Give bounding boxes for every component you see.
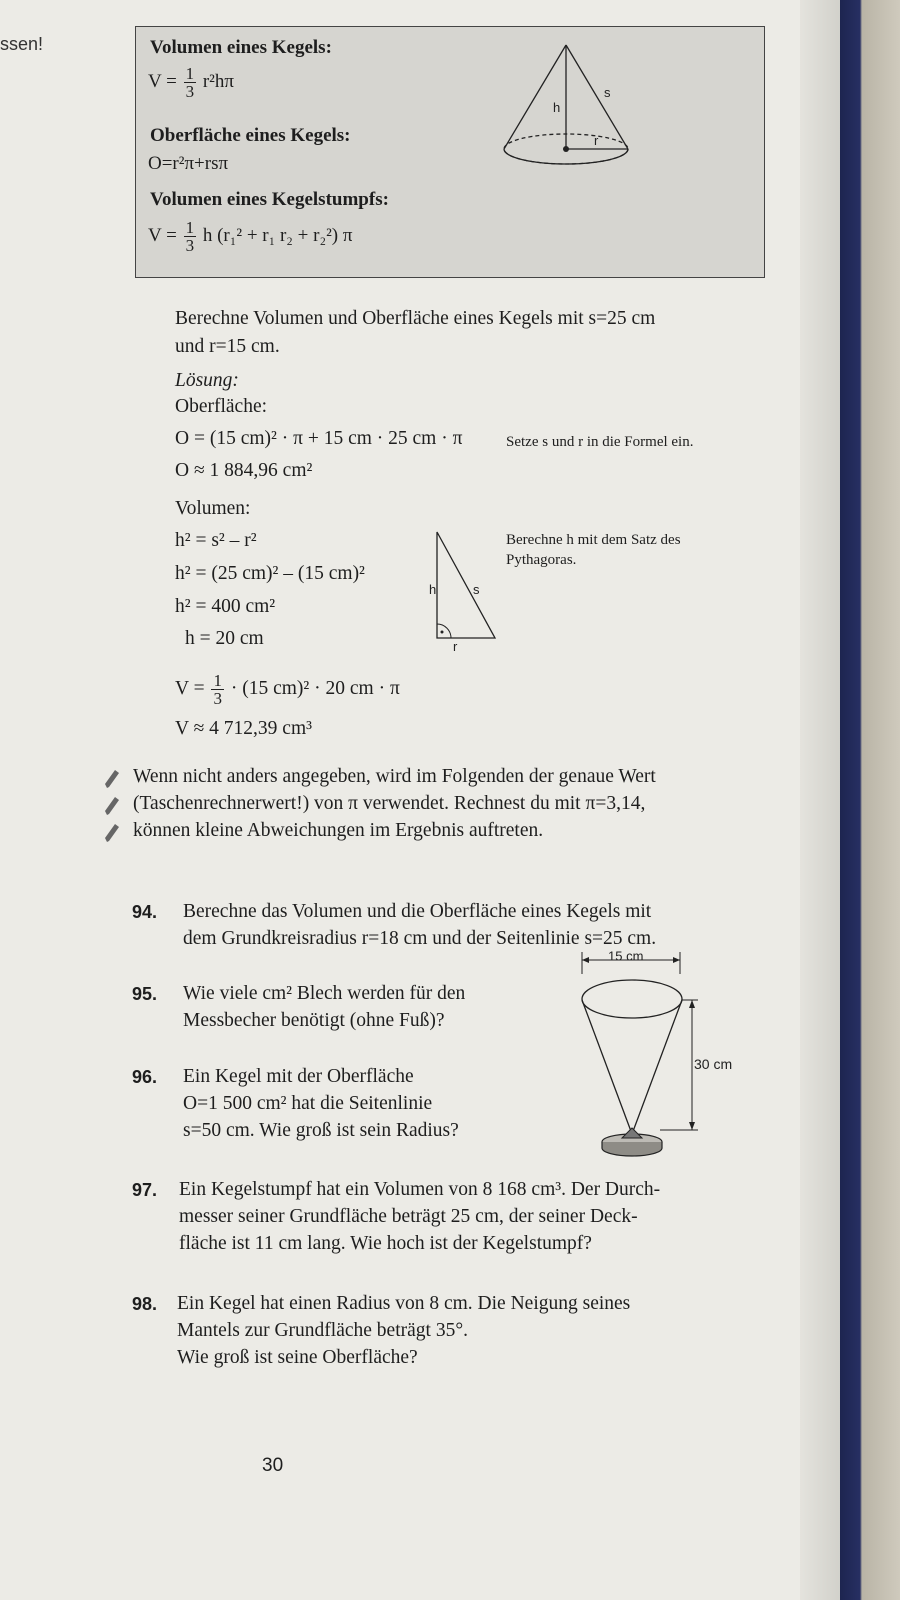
exercise-97-line3: fläche ist 11 cm lang. Wie hoch ist der Kegelstumpf? [179,1233,592,1254]
exercise-96-line3: s=50 cm. Wie groß ist sein Radius? [183,1120,459,1141]
pythagoras-hint-2: Pythagoras. [506,552,577,568]
notice-line2: (Taschenrechnerwert!) von π verwendet. Rechnest du mit π=3,14, [133,793,646,814]
volume-result: V ≈ 4 712,39 cm³ [175,718,312,739]
cone-side-left [504,45,566,149]
height-step-2: h² = (25 cm)² – (15 cm)² [175,563,365,584]
exercise-96-line2: O=1 500 cm² hat die Seitenlinie [183,1093,433,1114]
book-cover-edge [840,0,900,1600]
exercise-96-line1: Ein Kegel mit der Oberfläche [183,1066,414,1087]
page-number: 30 [262,1455,284,1476]
arrow-left [582,957,589,963]
right-triangle-diagram [425,528,505,653]
surface-calculation: O = (15 cm)² · π + 15 cm · 25 cm · π [175,428,463,449]
cup-diameter-label: 15 cm [608,950,644,964]
formula-box [135,26,765,278]
arrow-down [689,1122,695,1130]
cone-diagram [496,37,646,167]
cone-label-h: h [553,100,561,115]
surface-result: O ≈ 1 884,96 cm² [175,460,313,481]
fraction: $\frac{1}{3}$ [185,64,195,101]
page-edge [800,0,840,1600]
cone-surface-title: Oberfläche eines Kegels: [150,125,351,146]
cone-volume-title: Volumen eines Kegels: [150,37,332,58]
arrow-right [673,957,680,963]
volume-label: Volumen: [175,498,251,519]
cup-foot-side [602,1142,662,1156]
cone-center-dot [563,146,569,152]
pencil-icon [103,822,121,844]
previous-page-fragment: ssen! [0,34,44,54]
fraction: $\frac{1}{3}$ [185,218,195,255]
cup-tip [622,1128,642,1138]
exercise-97-line1: Ein Kegelstumpf hat ein Volumen von 8 168 cm³. Der Durch- [179,1179,661,1200]
surface-label: Oberfläche: [175,396,268,417]
triangle-label-r: r [453,639,458,653]
triangle-label-s: s [473,582,480,597]
cup-side-left [582,1000,632,1134]
exercise-95-line1: Wie viele cm² Blech werden für den [183,983,466,1004]
triangle-label-h: h [429,582,437,597]
exercise-94-line2: dem Grundkreisradius r=18 cm und der Seitenlinie s=25 cm. [183,928,657,949]
exercise-94-number: 94. [132,902,158,922]
exercise-98-number: 98. [132,1294,158,1314]
solution-label: Lösung: [175,370,239,391]
exercise-98-line3: Wie groß ist seine Oberfläche? [177,1347,418,1368]
surface-hint: Setze s und r in die Formel ein. [506,434,694,450]
pythagoras-hint-1: Berechne h mit dem Satz des [506,532,681,548]
exercise-95-number: 95. [132,984,158,1004]
measuring-cup-diagram [570,950,750,1165]
exercise-97-line2: messer seiner Grundfläche beträgt 25 cm, der seiner Deck- [179,1206,638,1227]
cone-label-s: s [604,85,611,100]
pencil-icon [103,768,121,790]
cone-label-r: r [594,133,599,148]
exercise-96-number: 96. [132,1067,158,1087]
cone-surface-formula: O=r²π+rsπ [148,153,229,174]
height-step-1: h² = s² – r² [175,530,257,551]
right-angle-mark [437,624,451,638]
arrow-up [689,1000,695,1008]
frustum-volume-formula: V = $\frac{1}{3}$ h (r₁² + r₁ r₂ + r₂²) π [148,218,353,255]
exercise-95-line2: Messbecher benötigt (ohne Fuß)? [183,1010,445,1031]
exercise-98-line1: Ein Kegel hat einen Radius von 8 cm. Die Neigung seines [177,1293,631,1314]
height-step-3: h² = 400 cm² [175,596,276,617]
cone-volume-formula: V = $\frac{1}{3}$ r²hπ [148,64,234,101]
pencil-icon [103,795,121,817]
exercise-94-line1: Berechne das Volumen und die Oberfläche eines Kegels mit [183,901,652,922]
example-task-line1: Berechne Volumen und Oberfläche eines Kegels mit s=25 cm [175,308,656,329]
frustum-volume-title: Volumen eines Kegelstumpfs: [150,189,389,210]
cup-height-label: 30 cm [694,1056,733,1072]
volume-calculation: V = $\frac{1}{3}$ · (15 cm)² · 20 cm · π [175,671,400,708]
notice-line1: Wenn nicht anders angegeben, wird im Folgenden der genaue Wert [133,766,656,787]
exercise-98-line2: Mantels zur Grundfläche beträgt 35°. [177,1320,468,1341]
fraction: $\frac{1}{3}$ [213,671,222,708]
right-angle-dot [441,631,444,634]
cup-side-right [632,1000,682,1134]
cup-rim [582,980,682,1018]
notice-line3: können kleine Abweichungen im Ergebnis auftreten. [133,820,544,841]
exercise-97-number: 97. [132,1180,158,1200]
triangle-shape [437,532,495,638]
height-step-4: h = 20 cm [185,628,264,649]
example-task-line2: und r=15 cm. [175,336,280,357]
